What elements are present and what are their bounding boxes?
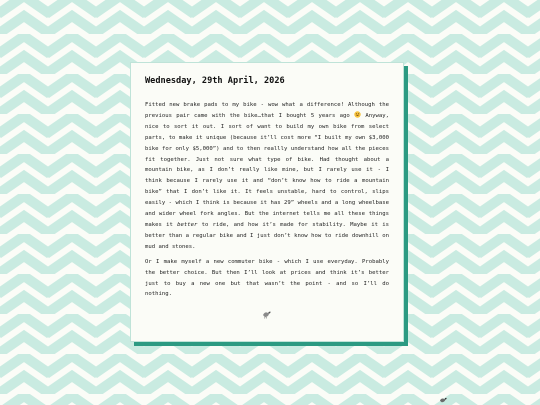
post-paragraph-2: Or I make myself a new commuter bike - which I use everyday. Probably the better choice. But then I’ll look at prices and think it’s better just to buy a new one but that wasn’t the point - and so I’ll do nothing. — [145, 258, 389, 298]
post-paragraph-1-part-b: Anyway, nice to sort it out. I sort of want to build my own bike from select parts, to make it unique (because it’ll cost more “I built my own $3,000 bike for only $5,000”) and to then reallly understand how all the pieces fit together. Just not sure what type of bike. Had thought about a mountain bike, as I don’t really like mine, but I rarely use it - I think because I rarely use it and “don’t know how to ride a mountain bike” that I don’t like it. It feels unstable, hard to control, slips easily - which I think is because it has 29” wheels and a long wheelbase and wider wheel fork angles. But the internet tells me all these things makes it — [145, 112, 389, 228]
post-paragraph-1 — [145, 100, 389, 253]
post-date-heading: Wednesday, 29th April, 2026 — [145, 76, 285, 86]
post-paragraph-1-part-c: to ride, and how it’s made for stability. Maybe it is better than a regular bike and I just don’t know how to ride downhill on mud and stones. — [145, 221, 390, 250]
post-emphasis-better: better — [177, 221, 198, 228]
journal-entry-card — [130, 62, 404, 342]
post-body — [145, 100, 389, 300]
post-paragraph-1-part-a: Fitted new brake pads to my bike - wow what a difference! Although the previous pair came with the bike…that I bought 5 years ago — [145, 102, 389, 119]
bird-icon — [262, 309, 272, 319]
cursor-bird-icon — [439, 396, 448, 404]
